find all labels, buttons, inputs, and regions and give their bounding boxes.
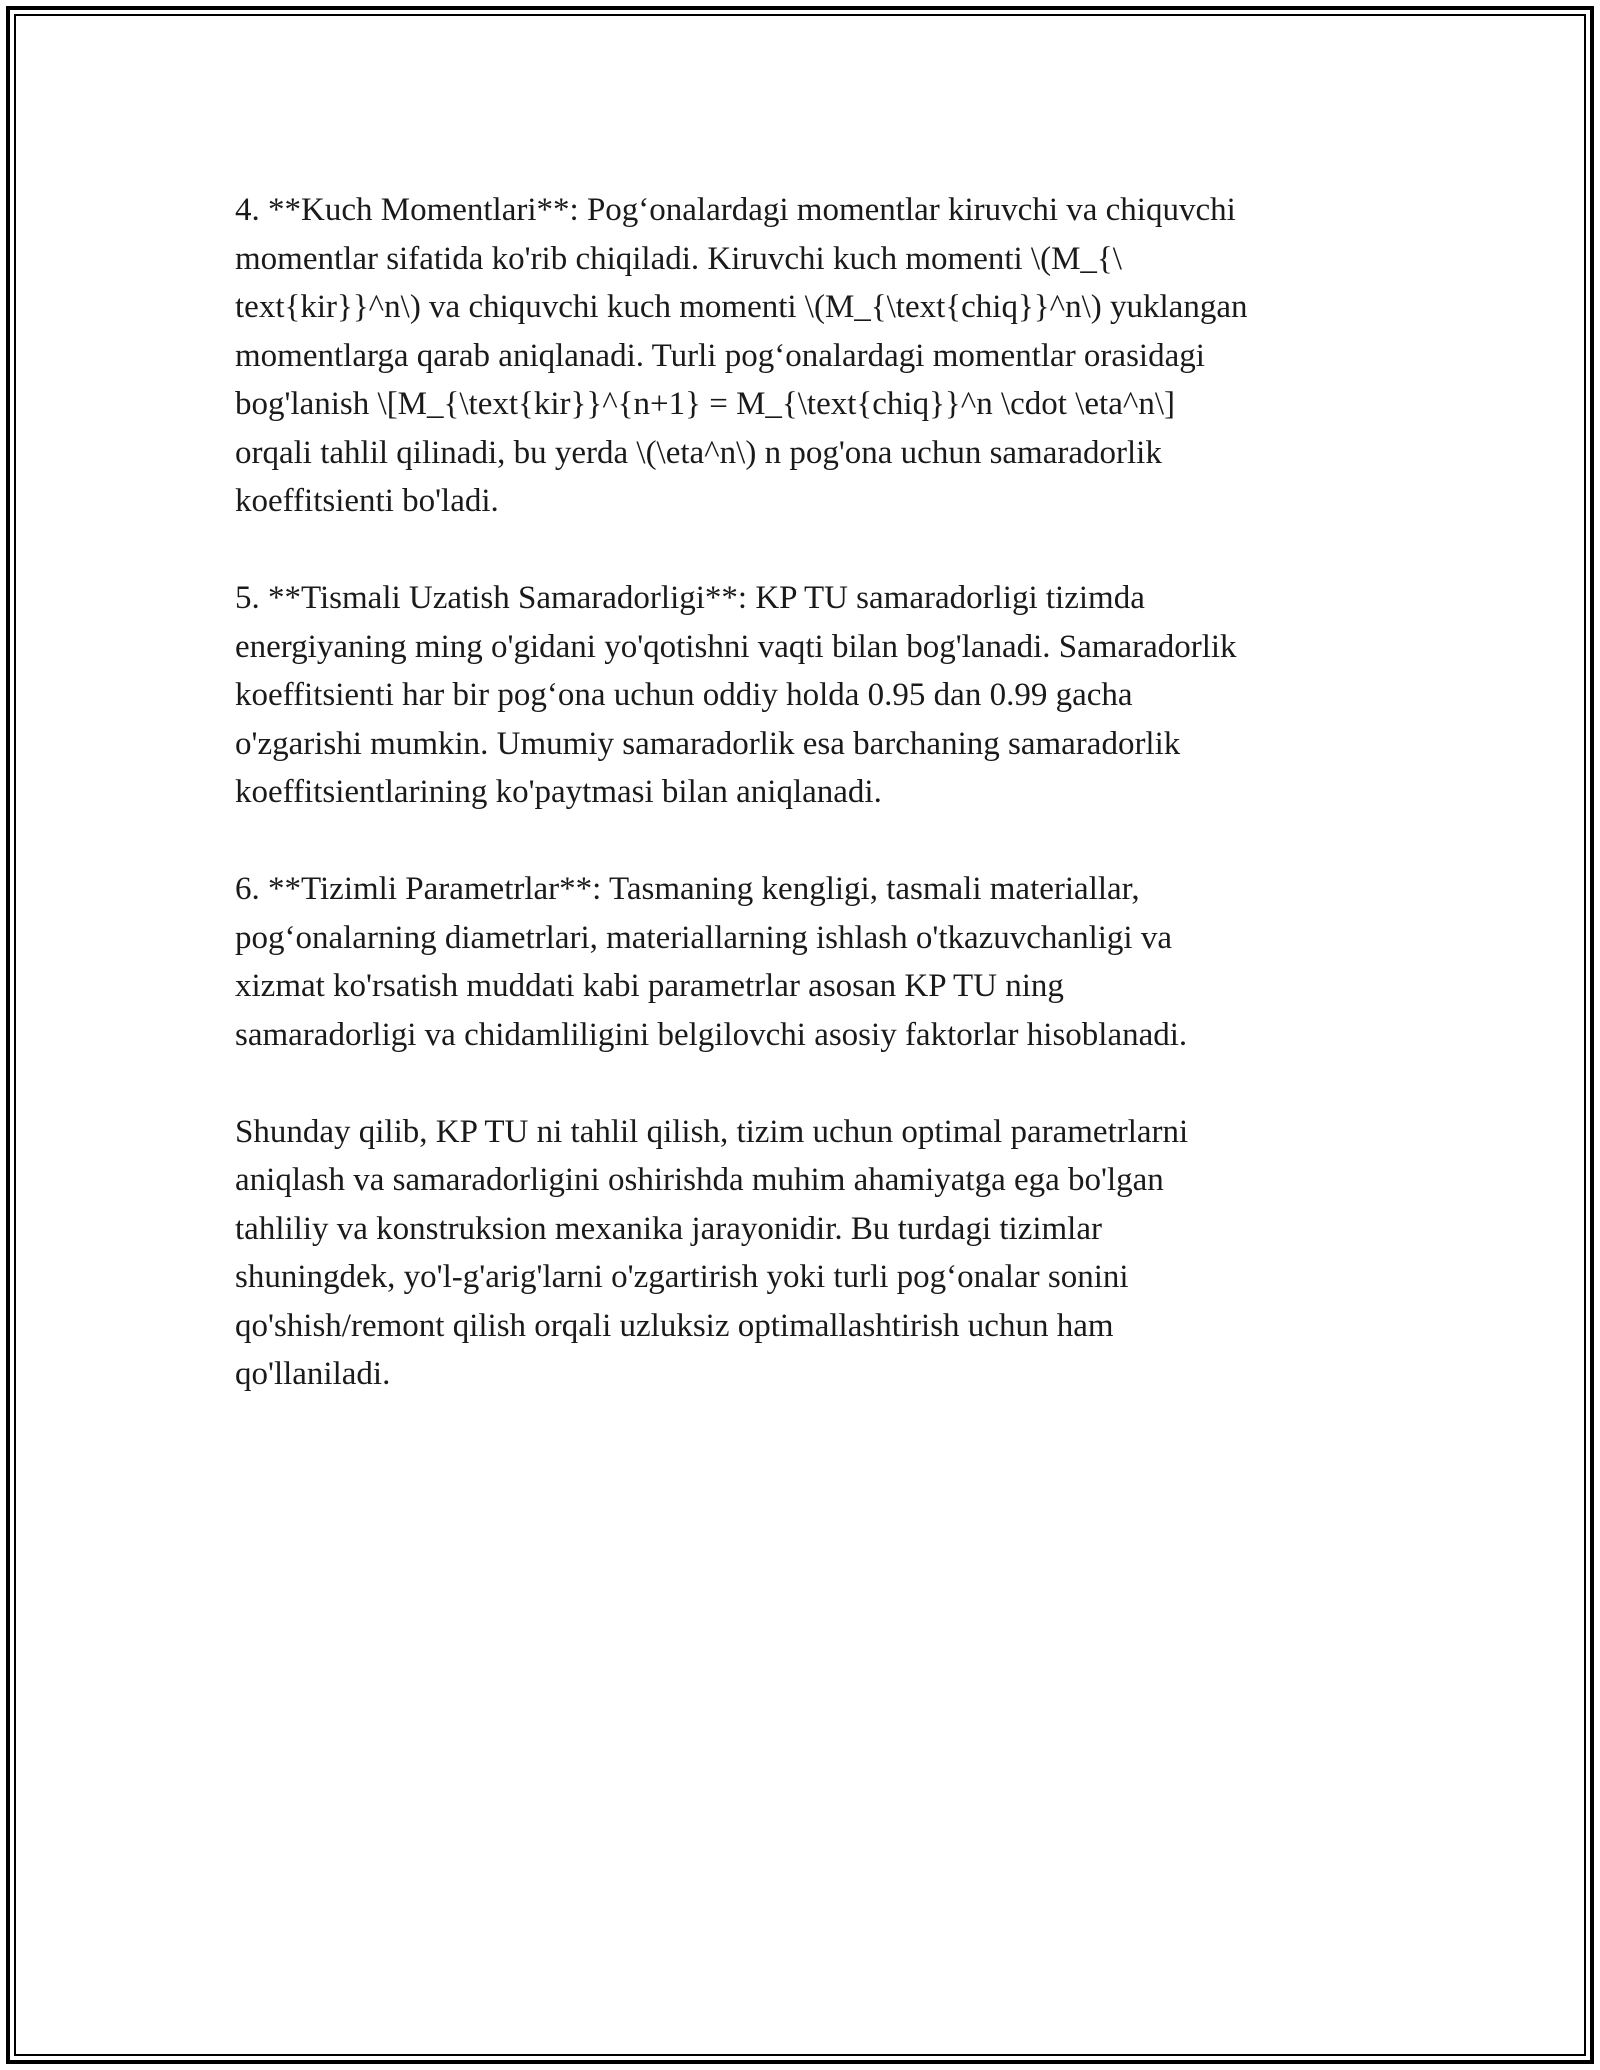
text-line: Shunday qilib, KP TU ni tahlil qilish, tizim uchun optimal parametrlarni [235, 1113, 1189, 1150]
text-line: 4. **Kuch Momentlari**: Pog‘onalardagi momentlar kiruvchi va chiquvchi [235, 192, 1236, 228]
text-line: text{kir}}^n\) va chiquvchi kuch momenti \(M_{\text{chiq}}^n\) yuklangan [235, 289, 1248, 325]
text-line: bog'lanish \[M_{\text{kir}}^{n+1} = M_{\text{chiq}}^n \cdot \eta^n\] [235, 386, 1175, 422]
text-line: koeffitsienti bo'ladi. [235, 483, 499, 519]
text-line: shuningdek, yo'l-g'arig'larni o'zgartirish yoki turli pog‘onalar sonini [235, 1259, 1129, 1295]
document-body [235, 186, 1375, 1447]
text-line: qo'llaniladi. [235, 1356, 391, 1392]
paragraph-tismali-uzatish [235, 574, 1375, 817]
text-line: energiyaning ming o'gidani yo'qotishni vaqti bilan bog'lanadi. Samaradorlik [235, 628, 1237, 665]
text-line: momentlar sifatida ko'rib chiqiladi. Kiruvchi kuch momenti \(M_{\ [235, 240, 1122, 277]
text-line: koeffitsienti har bir pog‘ona uchun oddiy holda 0.95 dan 0.99 gacha [235, 677, 1133, 713]
text-line: tahliliy va konstruksion mexanika jarayonidir. Bu turdagi tizimlar [235, 1210, 1102, 1247]
text-line: aniqlash va samaradorligini oshirishda muhim ahamiyatga ega bo'lgan [235, 1162, 1164, 1198]
text-line: o'zgarishi mumkin. Umumiy samaradorlik esa barchaning samaradorlik [235, 725, 1181, 762]
paragraph-kuch-momentlari [235, 186, 1375, 526]
text-line: xizmat ko'rsatish muddati kabi parametrlar asosan KP TU ning [235, 968, 1064, 1004]
paragraph-tizimli-parametrlar [235, 865, 1375, 1059]
paragraph-conclusion [235, 1108, 1375, 1399]
text-line: koeffitsientlarining ko'paytmasi bilan aniqlanadi. [235, 774, 882, 810]
text-line: momentlarga qarab aniqlanadi. Turli pog‘onalardagi momentlar orasidagi [235, 337, 1205, 374]
text-line: qo'shish/remont qilish orqali uzluksiz optimallashtirish uchun ham [235, 1307, 1114, 1344]
text-line: 6. **Tizimli Parametrlar**: Tasmaning kengligi, tasmali materiallar, [235, 871, 1140, 907]
text-line: samaradorligi va chidamliligini belgilovchi asosiy faktorlar hisoblanadi. [235, 1016, 1188, 1053]
text-line: pog‘onalarning diametrlari, materiallarning ishlash o'tkazuvchanligi va [235, 919, 1172, 956]
text-line: 5. **Tismali Uzatish Samaradorligi**: KP TU samaradorligi tizimda [235, 580, 1145, 616]
text-line: orqali tahlil qilinadi, bu yerda \(\eta^n\) n pog'ona uchun samaradorlik [235, 434, 1162, 471]
